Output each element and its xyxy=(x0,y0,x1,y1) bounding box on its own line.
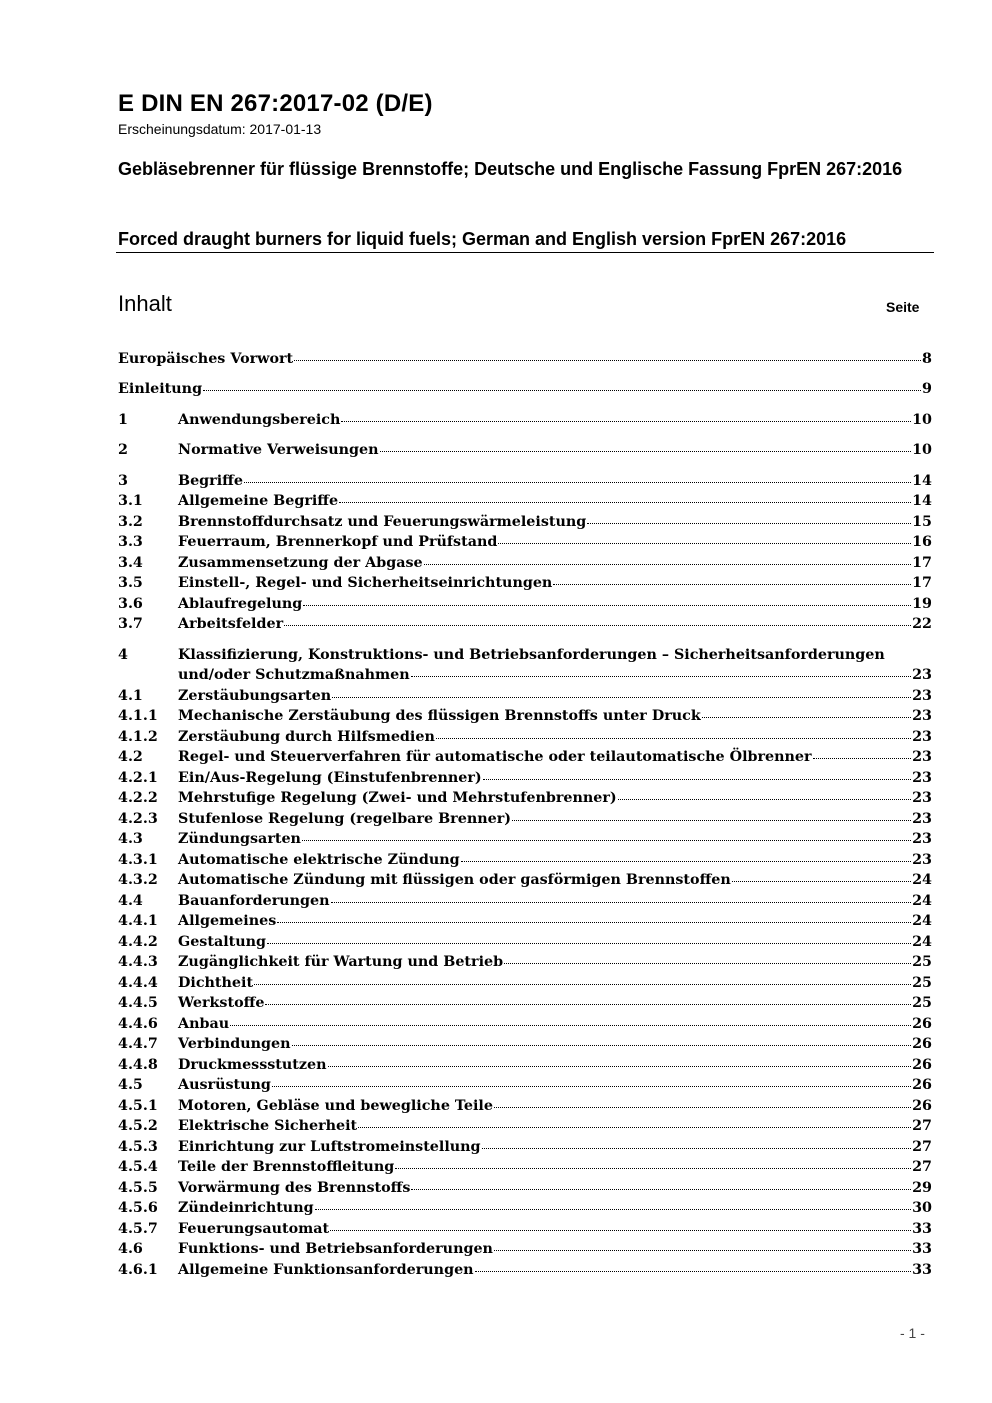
toc-entry[interactable] xyxy=(118,1157,932,1177)
toc-dot-leader xyxy=(395,1168,911,1169)
toc-entry-number: 4.5.1 xyxy=(118,1098,158,1114)
toc-entry-number: 4.1 xyxy=(118,688,143,704)
toc-entry-number: 2 xyxy=(118,442,128,458)
toc-dot-leader xyxy=(294,360,921,361)
toc-entry-number: 3 xyxy=(118,473,128,489)
toc-entry-title: Regel- und Steuerverfahren für automatische oder teilautomatische Ölbrenner xyxy=(178,749,812,765)
toc-entry-title: Elektrische Sicherheit xyxy=(178,1118,358,1134)
toc-entry-number: 3.2 xyxy=(118,514,143,530)
toc-entry-number: 4.4.1 xyxy=(118,913,158,929)
toc-entry-number: 1 xyxy=(118,412,128,428)
toc-dot-leader xyxy=(328,1066,912,1067)
title-german: Gebläsebrenner für flüssige Brennstoffe; Deutsche und Englische Fassung FprEN 267:2016 xyxy=(118,159,903,179)
toc-entry-page: 23 xyxy=(912,688,932,704)
toc-entry-title: Arbeitsfelder xyxy=(178,616,284,632)
toc-entry-number: 4.4.3 xyxy=(118,954,158,970)
toc-dot-leader xyxy=(732,881,911,882)
publication-date: Erscheinungsdatum: 2017-01-13 xyxy=(118,121,322,137)
toc-entry-title: Zerstäubungsarten xyxy=(178,688,332,704)
toc-entry-title: Gestaltung xyxy=(178,934,267,950)
toc-dot-leader xyxy=(380,451,912,452)
toc-heading: Inhalt xyxy=(118,291,172,316)
toc-entry-number: 4.2.3 xyxy=(118,811,158,827)
toc-entry-page: 25 xyxy=(912,954,932,970)
toc-entry-page: 25 xyxy=(912,975,932,991)
toc-entry-page: 26 xyxy=(912,1016,932,1032)
toc-entry-title: Feuerraum, Brennerkopf und Prüfstand xyxy=(178,534,498,550)
toc-entry-page: 27 xyxy=(912,1159,932,1175)
toc-entry[interactable] xyxy=(118,553,932,573)
title-english: Forced draught burners for liquid fuels; German and English version FprEN 267:2016 xyxy=(118,229,847,249)
toc-entry[interactable] xyxy=(118,727,932,747)
toc-entry[interactable] xyxy=(118,645,932,685)
toc-entry-page: 22 xyxy=(912,616,932,632)
toc-dot-leader xyxy=(254,984,911,985)
toc-entry[interactable] xyxy=(118,788,932,808)
toc-entry-title: Europäisches Vorwort xyxy=(118,351,294,367)
toc-entry-number: 4.6 xyxy=(118,1241,143,1257)
toc-entry-page: 23 xyxy=(912,708,932,724)
toc-entry-page: 14 xyxy=(912,493,932,509)
toc-entry-title: Einleitung xyxy=(118,381,203,397)
toc-entry[interactable] xyxy=(118,379,932,399)
toc-entry[interactable] xyxy=(118,594,932,614)
toc-entry-title: Begriffe xyxy=(178,473,243,489)
toc-entry-page: 23 xyxy=(912,770,932,786)
toc-entry-title: Allgemeine Funktionsanforderungen xyxy=(178,1262,474,1278)
toc-entry-number: 4.5.7 xyxy=(118,1221,158,1237)
toc-entry-number: 4.4.8 xyxy=(118,1057,158,1073)
toc-entry-number: 4.4.4 xyxy=(118,975,158,991)
toc-entry-page: 29 xyxy=(912,1180,932,1196)
toc-entry-title: Dichtheit xyxy=(178,975,254,991)
toc-entry-number: 4.4.2 xyxy=(118,934,158,950)
toc-entry-title-line1: Klassifizierung, Konstruktions- und Betriebsanforderungen – Sicherheitsanforderungen xyxy=(178,647,885,663)
toc-entry-number: 3.4 xyxy=(118,555,143,571)
toc-entry-title: Zündungsarten xyxy=(178,831,301,847)
toc-entry-title: Zugänglichkeit für Wartung und Betrieb xyxy=(178,954,504,970)
toc-dot-leader xyxy=(277,922,911,923)
toc-entry-number: 4.4.5 xyxy=(118,995,158,1011)
toc-entry[interactable] xyxy=(118,440,932,460)
toc-entry-page: 17 xyxy=(912,575,932,591)
title-divider xyxy=(116,252,934,253)
toc-entry-title: Ausrüstung xyxy=(178,1077,271,1093)
toc-entry[interactable] xyxy=(118,1116,932,1136)
toc-entry-number: 4.5.3 xyxy=(118,1139,158,1155)
toc-entry-number: 4.4 xyxy=(118,893,143,909)
toc-entry-page: 23 xyxy=(912,729,932,745)
toc-entry-number: 4.5 xyxy=(118,1077,143,1093)
toc-entry-page: 30 xyxy=(912,1200,932,1216)
toc-entry-page: 24 xyxy=(912,893,932,909)
toc-entry-title: Zerstäubung durch Hilfsmedien xyxy=(178,729,435,745)
toc-entry-title: Brennstoffdurchsatz und Feuerungswärmeleistung xyxy=(178,514,587,530)
toc-dot-leader xyxy=(315,1209,911,1210)
toc-entry-page: 15 xyxy=(912,514,932,530)
toc-entry[interactable] xyxy=(118,993,932,1013)
toc-entry-number: 3.3 xyxy=(118,534,143,550)
toc-entry-title: Druckmessstutzen xyxy=(178,1057,327,1073)
toc-entry-number: 3.5 xyxy=(118,575,143,591)
toc-entry-number: 4.2 xyxy=(118,749,143,765)
toc-entry-page: 33 xyxy=(912,1262,932,1278)
toc-entry[interactable] xyxy=(118,1178,932,1198)
toc-entry-page: 17 xyxy=(912,555,932,571)
toc-entry[interactable] xyxy=(118,911,932,931)
toc-entry[interactable] xyxy=(118,1075,932,1095)
toc-entry-number: 4.3.2 xyxy=(118,872,158,888)
toc-dot-leader xyxy=(341,421,911,422)
toc-entry-page: 26 xyxy=(912,1098,932,1114)
toc-entry[interactable] xyxy=(118,891,932,911)
toc-entry[interactable] xyxy=(118,532,932,552)
toc-entry-number: 4.1.1 xyxy=(118,708,158,724)
toc-dot-leader xyxy=(265,1004,911,1005)
toc-entry-title: Werkstoffe xyxy=(178,995,265,1011)
toc-entry[interactable] xyxy=(118,512,932,532)
toc-entry-page: 23 xyxy=(912,811,932,827)
toc-entry-number: 4.4.7 xyxy=(118,1036,158,1052)
toc-entry[interactable] xyxy=(118,747,932,767)
toc-entry-number: 4.5.2 xyxy=(118,1118,158,1134)
toc-dot-leader xyxy=(332,697,911,698)
toc-entry[interactable] xyxy=(118,870,932,890)
toc-entry-page: 8 xyxy=(922,351,932,367)
toc-entry[interactable] xyxy=(118,1219,932,1239)
toc-entry-page: 26 xyxy=(912,1057,932,1073)
toc-dot-leader xyxy=(244,482,911,483)
toc-dot-leader xyxy=(475,1271,912,1272)
toc-entry[interactable] xyxy=(118,491,932,511)
toc-entry-title: Mechanische Zerstäubung des flüssigen Brennstoffs unter Druck xyxy=(178,708,701,724)
toc-entry[interactable] xyxy=(118,1096,932,1116)
toc-dot-leader xyxy=(331,902,912,903)
toc-entry-number: 4.5.6 xyxy=(118,1200,158,1216)
toc-entry-number: 4.4.6 xyxy=(118,1016,158,1032)
toc-entry[interactable] xyxy=(118,1137,932,1157)
toc-entry-title: Zusammensetzung der Abgase xyxy=(178,555,423,571)
toc-entry-title: Allgemeine Begriffe xyxy=(178,493,339,509)
toc-dot-leader xyxy=(813,758,912,759)
toc-dot-leader xyxy=(494,1250,911,1251)
toc-dot-leader xyxy=(302,840,911,841)
toc-entry-page: 14 xyxy=(912,473,932,489)
toc-entry-number: 4.5.5 xyxy=(118,1180,158,1196)
toc-entry-page: 23 xyxy=(912,749,932,765)
toc-entry[interactable] xyxy=(118,410,932,430)
toc-entry-page: 23 xyxy=(912,852,932,868)
toc-dot-leader xyxy=(483,779,911,780)
toc-dot-leader xyxy=(498,543,911,544)
toc-entry-number: 4.5.4 xyxy=(118,1159,158,1175)
page-number: - 1 - xyxy=(900,1325,925,1341)
toc-dot-leader xyxy=(358,1127,911,1128)
toc-dot-leader xyxy=(292,1045,912,1046)
toc-entry-number: 4.6.1 xyxy=(118,1262,158,1278)
toc-entry-number: 4 xyxy=(118,647,128,663)
toc-entry-title: Vorwärmung des Brennstoffs xyxy=(178,1180,411,1196)
toc-entry-number: 3.6 xyxy=(118,596,143,612)
toc-entry[interactable] xyxy=(118,349,932,369)
toc-entry-page: 24 xyxy=(912,872,932,888)
toc-entry-title: Automatische Zündung mit flüssigen oder gasförmigen Brennstoffen xyxy=(178,872,731,888)
toc-entry-page: 33 xyxy=(912,1241,932,1257)
toc-dot-leader xyxy=(553,584,911,585)
toc-entry-page: 23 xyxy=(912,790,932,806)
toc-entry-title: Ein/Aus-Regelung (Einstufenbrenner) xyxy=(178,770,482,786)
toc-dot-leader xyxy=(504,963,911,964)
toc-entry[interactable] xyxy=(118,952,932,972)
toc-entry-page: 27 xyxy=(912,1118,932,1134)
toc-entry-number: 4.2.1 xyxy=(118,770,158,786)
toc-entry-title: Ablaufregelung xyxy=(178,596,303,612)
toc-dot-leader xyxy=(494,1107,911,1108)
toc-entry-title: Motoren, Gebläse und bewegliche Teile xyxy=(178,1098,493,1114)
toc-entry[interactable] xyxy=(118,471,932,491)
toc-entry-number: 4.3 xyxy=(118,831,143,847)
toc-entry-title: Einstell-, Regel- und Sicherheitseinrichtungen xyxy=(178,575,553,591)
toc-entry[interactable] xyxy=(118,829,932,849)
toc-entry[interactable] xyxy=(118,932,932,952)
toc-page-label: Seite xyxy=(886,299,920,315)
toc-entry-page: 26 xyxy=(912,1036,932,1052)
toc-entry[interactable] xyxy=(118,1014,932,1034)
toc-dot-leader xyxy=(284,625,911,626)
toc-entry[interactable] xyxy=(118,573,932,593)
toc-dot-leader xyxy=(436,738,911,739)
toc-entry[interactable] xyxy=(118,706,932,726)
toc-entry-title: Teile der Brennstoffleitung xyxy=(178,1159,395,1175)
toc-entry-page: 19 xyxy=(912,596,932,612)
toc-entry-title: Bauanforderungen xyxy=(178,893,330,909)
toc-entry[interactable] xyxy=(118,973,932,993)
toc-entry-page: 27 xyxy=(912,1139,932,1155)
toc-entry-page: 16 xyxy=(912,534,932,550)
toc-entry-title: Automatische elektrische Zündung xyxy=(178,852,460,868)
toc-entry-number: 4.2.2 xyxy=(118,790,158,806)
toc-dot-leader xyxy=(587,523,911,524)
toc-entry[interactable] xyxy=(118,1239,932,1259)
toc-entry-title: Einrichtung zur Luftstromeinstellung xyxy=(178,1139,481,1155)
toc-entry[interactable] xyxy=(118,1260,932,1280)
toc-entry-page: 9 xyxy=(922,381,932,397)
toc-entry-page: 24 xyxy=(912,913,932,929)
toc-entry-title: Funktions- und Betriebsanforderungen xyxy=(178,1241,493,1257)
toc-entry[interactable] xyxy=(118,809,932,829)
toc-entry-title: Normative Verweisungen xyxy=(178,442,379,458)
toc-entry-page: 10 xyxy=(912,442,932,458)
toc-entry-title: Anbau xyxy=(178,1016,230,1032)
toc-entry[interactable] xyxy=(118,1055,932,1075)
toc-entry-page: 24 xyxy=(912,934,932,950)
toc-entry-title: Stufenlose Regelung (regelbare Brenner) xyxy=(178,811,511,827)
toc-entry[interactable] xyxy=(118,614,932,634)
toc-dot-leader xyxy=(267,943,911,944)
toc-dot-leader xyxy=(272,1086,911,1087)
toc-entry-title: Verbindungen xyxy=(178,1036,291,1052)
toc-dot-leader xyxy=(339,502,911,503)
toc-dot-leader xyxy=(411,1189,911,1190)
toc-entry[interactable] xyxy=(118,850,932,870)
toc-entry-title: Zündeinrichtung xyxy=(178,1200,314,1216)
toc-entry-page: 10 xyxy=(912,412,932,428)
toc-dot-leader xyxy=(203,390,921,391)
toc-entry-page: 25 xyxy=(912,995,932,1011)
toc-dot-leader xyxy=(482,1148,912,1149)
toc-dot-leader xyxy=(230,1025,911,1026)
toc-entry-number: 4.3.1 xyxy=(118,852,158,868)
toc-entry-title: Mehrstufige Regelung (Zwei- und Mehrstufenbrenner) xyxy=(178,790,617,806)
toc-dot-leader xyxy=(461,861,911,862)
toc-entry-title: Anwendungsbereich xyxy=(178,412,341,428)
toc-dot-leader xyxy=(303,605,911,606)
toc-entry[interactable] xyxy=(118,768,932,788)
toc-entry-number: 3.1 xyxy=(118,493,143,509)
toc-entry-title: und/oder Schutzmaßnahmen xyxy=(178,667,410,683)
toc-entry[interactable] xyxy=(118,1034,932,1054)
toc-entry-page: 23 xyxy=(912,831,932,847)
toc-entry[interactable] xyxy=(118,686,932,706)
toc-entry-title: Allgemeines xyxy=(178,913,277,929)
toc-entry[interactable] xyxy=(118,1198,932,1218)
toc-dot-leader xyxy=(512,820,911,821)
toc-entry-title: Feuerungsautomat xyxy=(178,1221,330,1237)
toc-entry-page: 26 xyxy=(912,1077,932,1093)
toc-dot-leader xyxy=(411,676,911,677)
toc-dot-leader xyxy=(618,799,911,800)
toc-entry-number: 4.1.2 xyxy=(118,729,158,745)
toc-entry-number: 3.7 xyxy=(118,616,143,632)
document-id: E DIN EN 267:2017-02 (D/E) xyxy=(118,90,433,117)
toc-dot-leader xyxy=(424,564,911,565)
toc-dot-leader xyxy=(702,717,911,718)
toc-entry-page: 23 xyxy=(912,667,932,683)
toc-entry-page: 33 xyxy=(912,1221,932,1237)
toc-dot-leader xyxy=(330,1230,911,1231)
